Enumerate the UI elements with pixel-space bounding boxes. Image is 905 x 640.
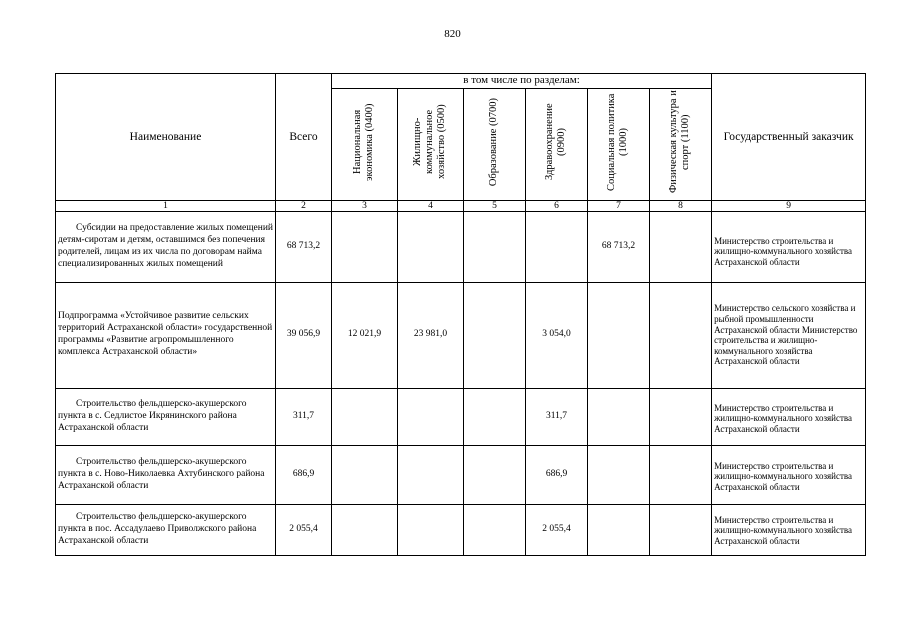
header-row-top [56,74,866,89]
header-section-0900 [526,88,588,200]
row-value-1100 [650,282,712,388]
header-sections-group: в том числе по разделам: [332,74,712,89]
header-section-0500-label: Жилищно-коммунальное хозяйство (0500) [412,104,448,180]
row-value-1100 [650,388,712,445]
row-total: 39 056,9 [276,282,332,388]
row-value-0400 [332,445,398,504]
row-total: 311,7 [276,388,332,445]
row-name: Строительство фельдшерско-акушерского пункта в с. Седлистое Икрянинского района Астраханской области [56,388,276,445]
table-row [56,211,866,282]
header-total: Всего [276,74,332,201]
column-number: 6 [526,200,588,211]
header-section-1000 [588,88,650,200]
row-value-1000 [588,388,650,445]
column-number: 9 [712,200,866,211]
header-section-0500 [398,88,464,200]
row-total: 2 055,4 [276,504,332,555]
row-value-0700 [464,211,526,282]
row-total: 686,9 [276,445,332,504]
row-value-0900 [526,211,588,282]
column-number: 2 [276,200,332,211]
header-section-0400-label: Национальная экономика (0400) [352,103,376,181]
column-number: 1 [56,200,276,211]
row-value-0500 [398,445,464,504]
row-value-0700 [464,445,526,504]
row-value-0400: 12 021,9 [332,282,398,388]
row-value-0500: 23 981,0 [398,282,464,388]
row-customer: Министерство строительства и жилищно-коммунального хозяйства Астраханской области [712,388,866,445]
header-section-0900-label: Здравоохранение (0900) [544,103,568,181]
row-value-0900: 311,7 [526,388,588,445]
row-value-0500 [398,388,464,445]
header-section-0700-label: Образование (0700) [488,97,500,186]
row-customer: Министерство строительства и жилищно-коммунального хозяйства Астраханской области [712,504,866,555]
row-total: 68 713,2 [276,211,332,282]
row-name: Субсидии на предоставление жилых помещений детям-сиротам и детям, оставшимся без попечения родителей, лицам из их числа по договорам найма специализированных жилых помещений [56,211,276,282]
row-name: Строительство фельдшерско-акушерского пункта в с. Ново-Николаевка Ахтубинского района Астраханской области [56,445,276,504]
row-value-0400 [332,211,398,282]
row-value-0400 [332,504,398,555]
table-row [56,445,866,504]
row-value-1000 [588,504,650,555]
row-value-1000 [588,445,650,504]
row-value-0900: 3 054,0 [526,282,588,388]
header-name: Наименование [56,74,276,201]
row-value-0900: 2 055,4 [526,504,588,555]
column-number: 7 [588,200,650,211]
page-number: 820 [444,28,461,40]
row-value-0700 [464,388,526,445]
header-section-0400 [332,88,398,200]
row-value-1000: 68 713,2 [588,211,650,282]
header-section-0700 [464,88,526,200]
column-number: 8 [650,200,712,211]
header-section-1000-label: Социальная политика (1000) [606,93,630,191]
row-customer: Министерство строительства и жилищно-коммунального хозяйства Астраханской области [712,211,866,282]
header-section-1100 [650,88,712,200]
column-number: 5 [464,200,526,211]
row-value-0700 [464,282,526,388]
row-value-0500 [398,211,464,282]
column-number: 4 [398,200,464,211]
column-number-row [56,200,866,211]
row-value-0700 [464,504,526,555]
column-number: 3 [332,200,398,211]
row-value-0900: 686,9 [526,445,588,504]
table-row [56,282,866,388]
row-value-0400 [332,388,398,445]
header-customer: Государственный заказчик [712,74,866,201]
row-value-1000 [588,282,650,388]
header-section-1100-label: Физическая культура и спорт (1100) [668,90,692,194]
row-value-0500 [398,504,464,555]
table-row [56,388,866,445]
row-name: Подпрограмма «Устойчивое развитие сельских территорий Астраханской области» государственной программы «Развитие агропромышленного комплекса Астраханской области» [56,282,276,388]
row-customer: Министерство строительства и жилищно-коммунального хозяйства Астраханской области [712,445,866,504]
row-customer: Министерство сельского хозяйства и рыбной промышленности Астраханской области Министерство строительства и жилищно-коммунального хозяйства Астраханской области [712,282,866,388]
table-row [56,504,866,555]
row-name: Строительство фельдшерско-акушерского пункта в пос. Ассадулаево Приволжского района Астраханской области [56,504,276,555]
row-value-1100 [650,445,712,504]
budget-table [55,73,866,556]
row-value-1100 [650,211,712,282]
row-value-1100 [650,504,712,555]
